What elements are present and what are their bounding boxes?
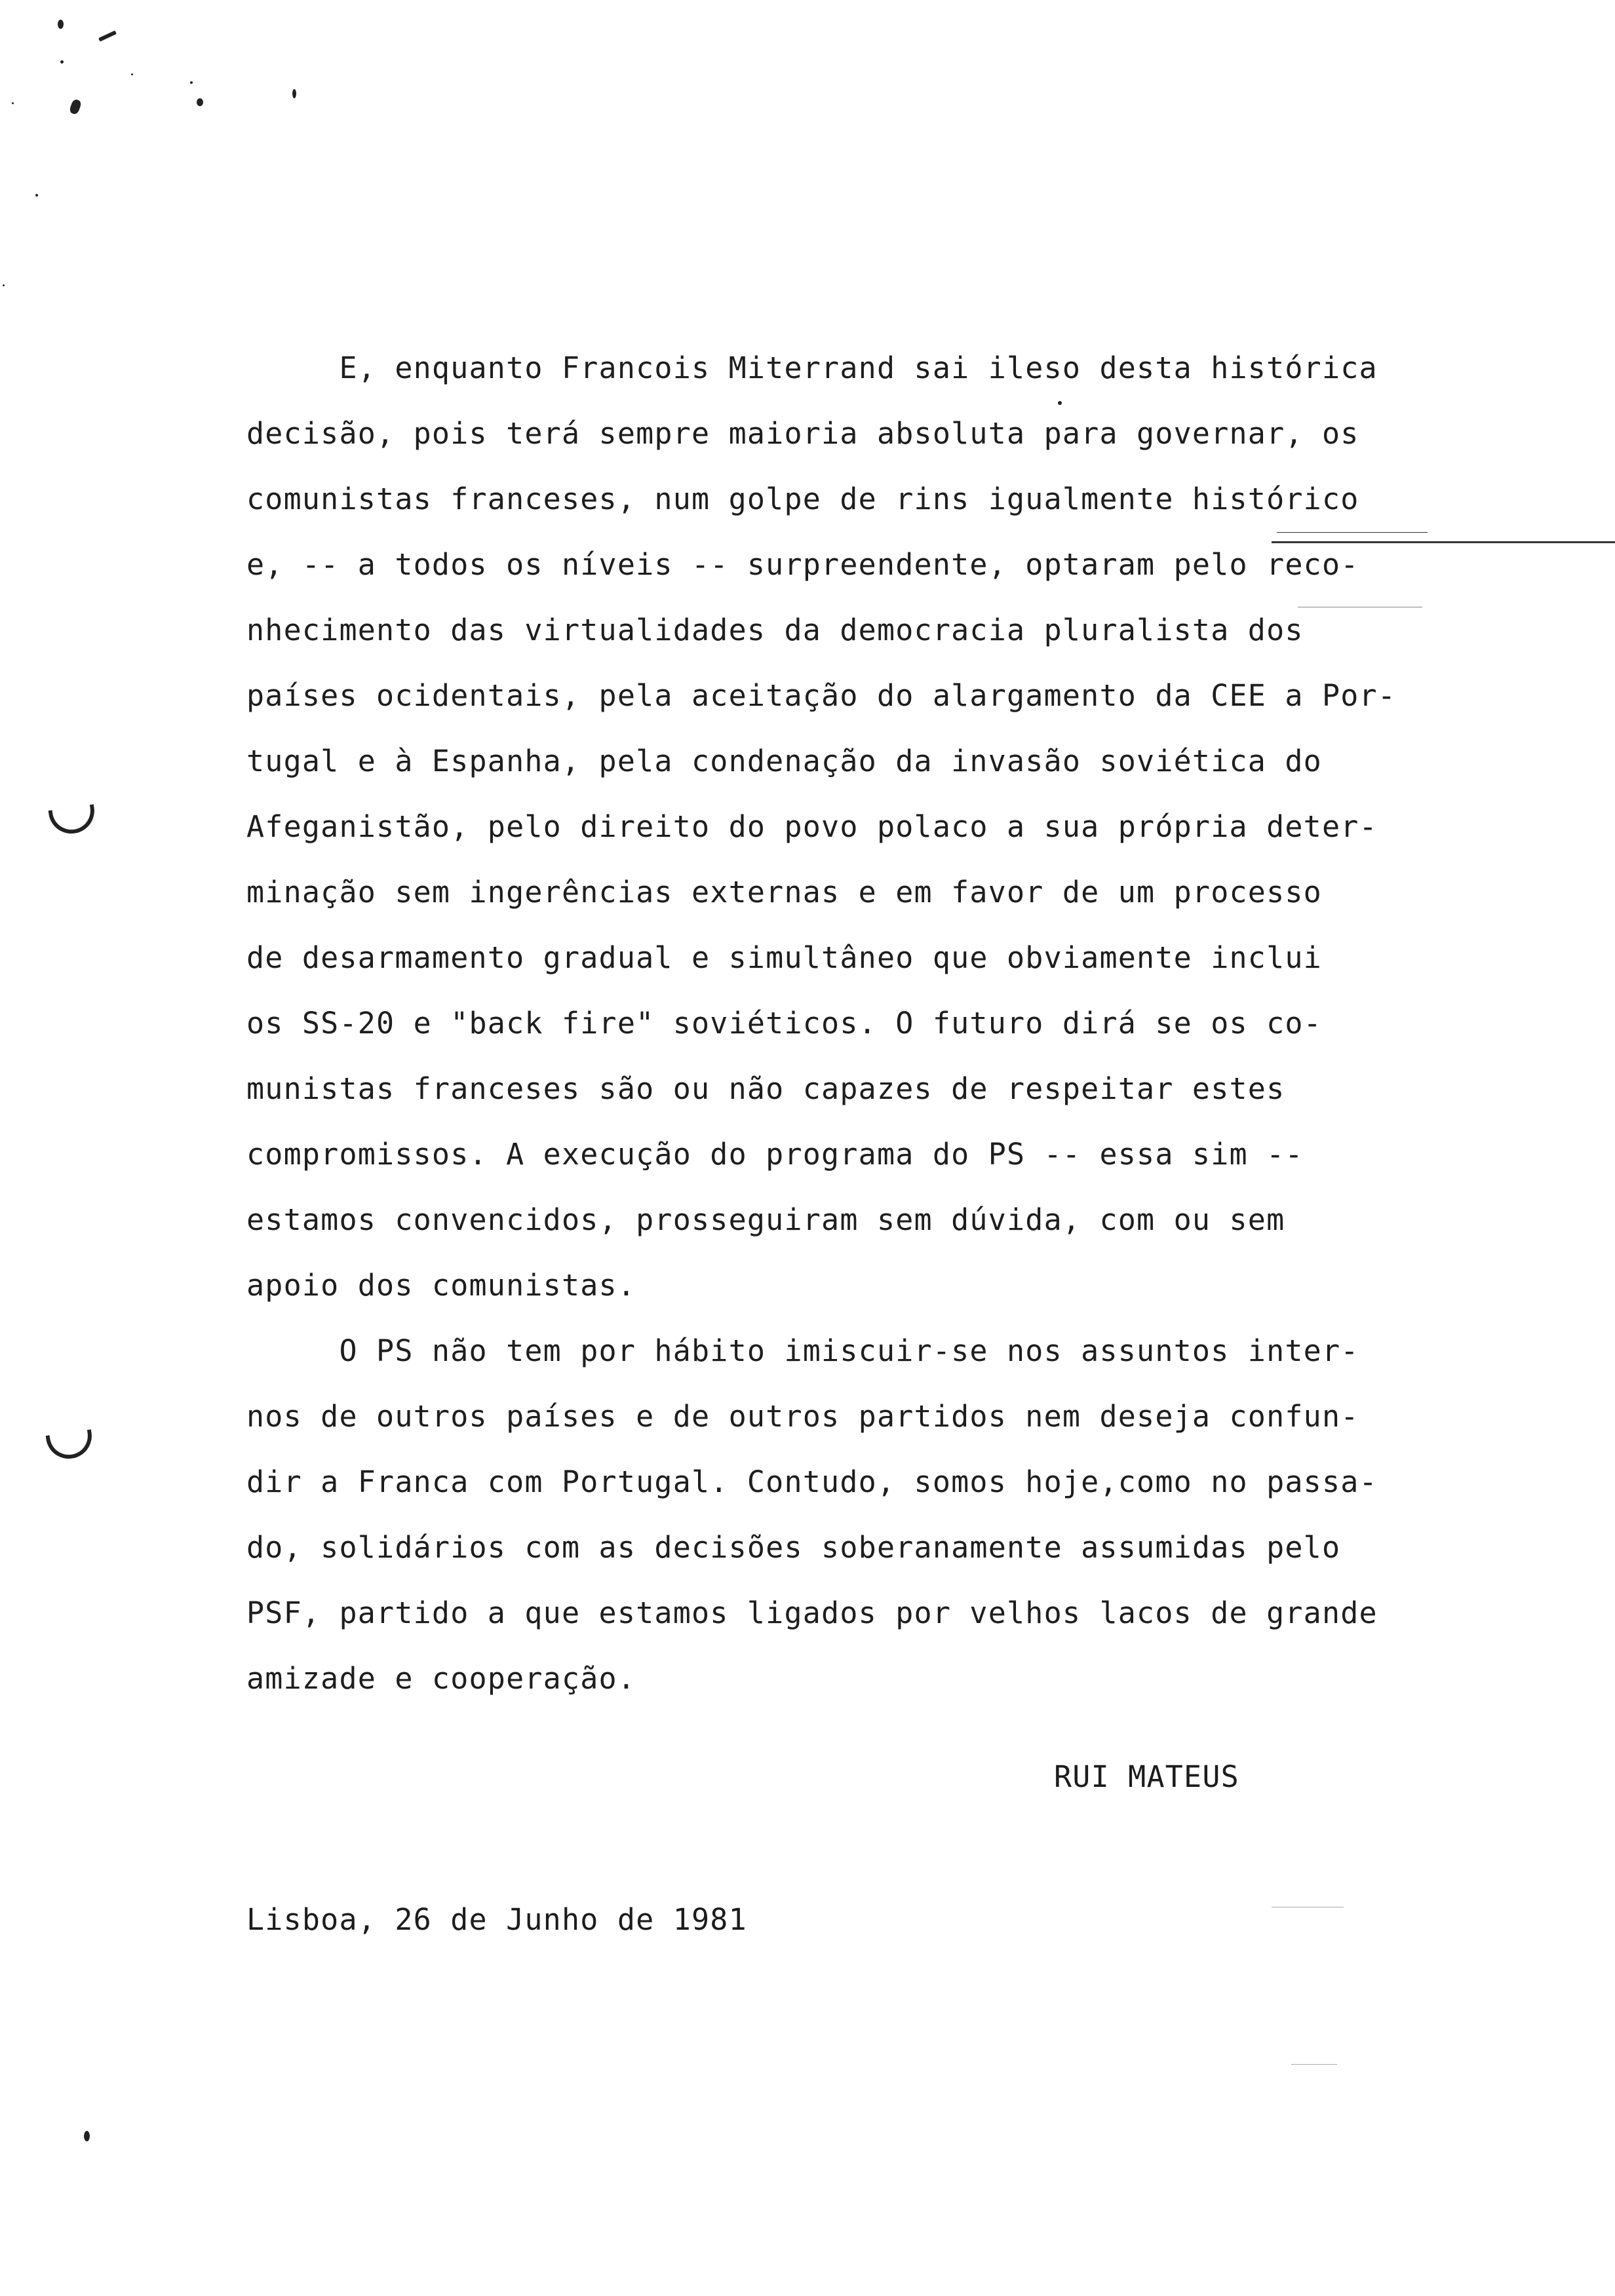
scan-speck: [58, 20, 64, 29]
paragraph-line: O PS não tem por hábito imiscuir-se nos assuntos inter-: [246, 1333, 1359, 1368]
paragraph-line: e, -- a todos os níveis -- surpreendente, optaram pelo reco-: [246, 547, 1359, 582]
punch-hole-mark: [49, 804, 98, 836]
paragraph-line: nhecimento das virtualidades da democracia pluralista dos: [246, 613, 1304, 647]
paragraph-line: tugal e à Espanha, pela condenação da invasão soviética do: [246, 744, 1322, 778]
paragraph-line: do, solidários com as decisões soberanamente assumidas pelo: [246, 1530, 1341, 1565]
paragraph-line: os SS-20 e "back fire" soviéticos. O futuro dirá se os co-: [246, 1006, 1322, 1041]
paragraph-line: estamos convencidos, prosseguiram sem dúvida, com ou sem: [246, 1202, 1285, 1237]
paragraph-line: nos de outros países e de outros partidos nem deseja confun-: [246, 1399, 1359, 1434]
signature: RUI MATEUS: [1054, 1759, 1239, 1794]
paragraph-line: decisão, pois terá sempre maioria absoluta para governar, os: [246, 416, 1359, 451]
paragraph-line: comunistas franceses, num golpe de rins igualmente histórico: [246, 482, 1359, 516]
paragraph-line: minação sem ingerências externas e em favor de um processo: [246, 875, 1322, 909]
dateline: Lisboa, 26 de Junho de 1981: [246, 1902, 747, 1937]
punch-hole-mark: [46, 1429, 95, 1461]
paragraph-line: PSF, partido a que estamos ligados por velhos lacos de grande: [246, 1596, 1378, 1630]
scan-speck: [98, 30, 117, 41]
paragraph-line: munistas franceses são ou não capazes de respeitar estes: [246, 1071, 1285, 1106]
scan-speck: [12, 102, 14, 104]
paragraph-line: dir a Franca com Portugal. Contudo, somos hoje,como no passa-: [246, 1464, 1378, 1499]
scan-speck: [3, 284, 5, 286]
paragraph-line: Afeganistão, pelo direito do povo polaco a sua própria deter-: [246, 809, 1378, 844]
scan-speck: [292, 89, 296, 98]
paragraph-line: apoio dos comunistas.: [246, 1268, 636, 1303]
paragraph-line: países ocidentais, pela aceitação do alargamento da CEE a Por-: [246, 678, 1397, 713]
scan-rule-line: [1291, 2064, 1337, 2065]
scan-speck: [131, 73, 133, 75]
paragraph-line: E, enquanto Francois Miterrand sai ileso desta histórica: [246, 351, 1378, 385]
scan-speck: [190, 81, 193, 84]
scan-speck: [84, 2131, 90, 2141]
scan-speck: [35, 194, 38, 197]
scan-speck: [197, 98, 203, 106]
scan-speck: [60, 60, 64, 64]
scan-speck: [69, 98, 83, 115]
paragraph-line: amizade e cooperação.: [246, 1661, 636, 1696]
paragraph-line: de desarmamento gradual e simultâneo que obviamente inclui: [246, 940, 1322, 975]
paragraph-line: compromissos. A execução do programa do PS -- essa sim --: [246, 1137, 1304, 1172]
